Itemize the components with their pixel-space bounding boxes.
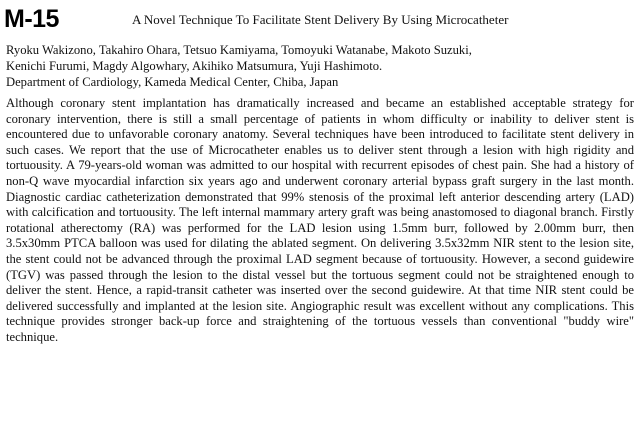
abstract-body: Although coronary stent implantation has dramatically increased and became an established acceptable strategy for coronary intervention, there is still a small percentage of patients in whom difficulty or inability to deliver stent is encountered due to unfavorable coronary anatomy. Several techniques have been introduced to facilitate stent delivery in such cases. We report that the use of Microcatheter enables us to deliver stent through a lesion with high rigidity and tortuousity. A 79-years-old woman was admitted to our hospital with recurrent episodes of chest pain. She had a history of non-Q wave myocardial infarction six years ago and underwent coronary arterial bypass graft surgery in the last month. Diagnostic cardiac catheterization demonstrated that 99% stenosis of the proximal left anterior descending artery (LAD) with calcification and tortuousity. The left internal mammary artery graft was being anastomosed to diagonal branch. Firstly rotational atherectomy (RA) was performed for the LAD lesion using 1.5mm burr, followed by 2.00mm burr, then 3.5x30mm PTCA balloon was used for dilating the ablated segment. On delivering 3.5x32mm NIR stent to the lesion site, the stent could not be advanced through the proximal LAD segment because of tortuousity. However, a second guidewire (TGV) was passed through the lesion to the distal vessel but the tortuous segment could not be straightened enough to deliver the stent. Hence, a rapid-transit catheter was inserted over the second guidewire. At that time NIR stent could be delivered successfully and implanted at the lesion site. Angiographic result was excellent without any complications. This technique provides stronger back-up force and straightening of the tortuous vessels than conventional "buddy wire" technique. [6,96,634,344]
authors-line-1: Ryoku Wakizono, Takahiro Ohara, Tetsuo Kamiyama, Tomoyuki Watanabe, Makoto Suzuki, [6,43,472,57]
abstract-header [4,4,636,36]
abstract-id: M-15 [4,5,59,33]
authors-line-2: Kenichi Furumi, Magdy Algowhary, Akihiko Matsumura, Yuji Hashimoto. [6,59,383,73]
authors-block [6,42,634,90]
abstract-title: A Novel Technique To Facilitate Stent Delivery By Using Microcatheter [132,12,509,27]
affiliation: Department of Cardiology, Kameda Medical Center, Chiba, Japan [6,75,339,89]
